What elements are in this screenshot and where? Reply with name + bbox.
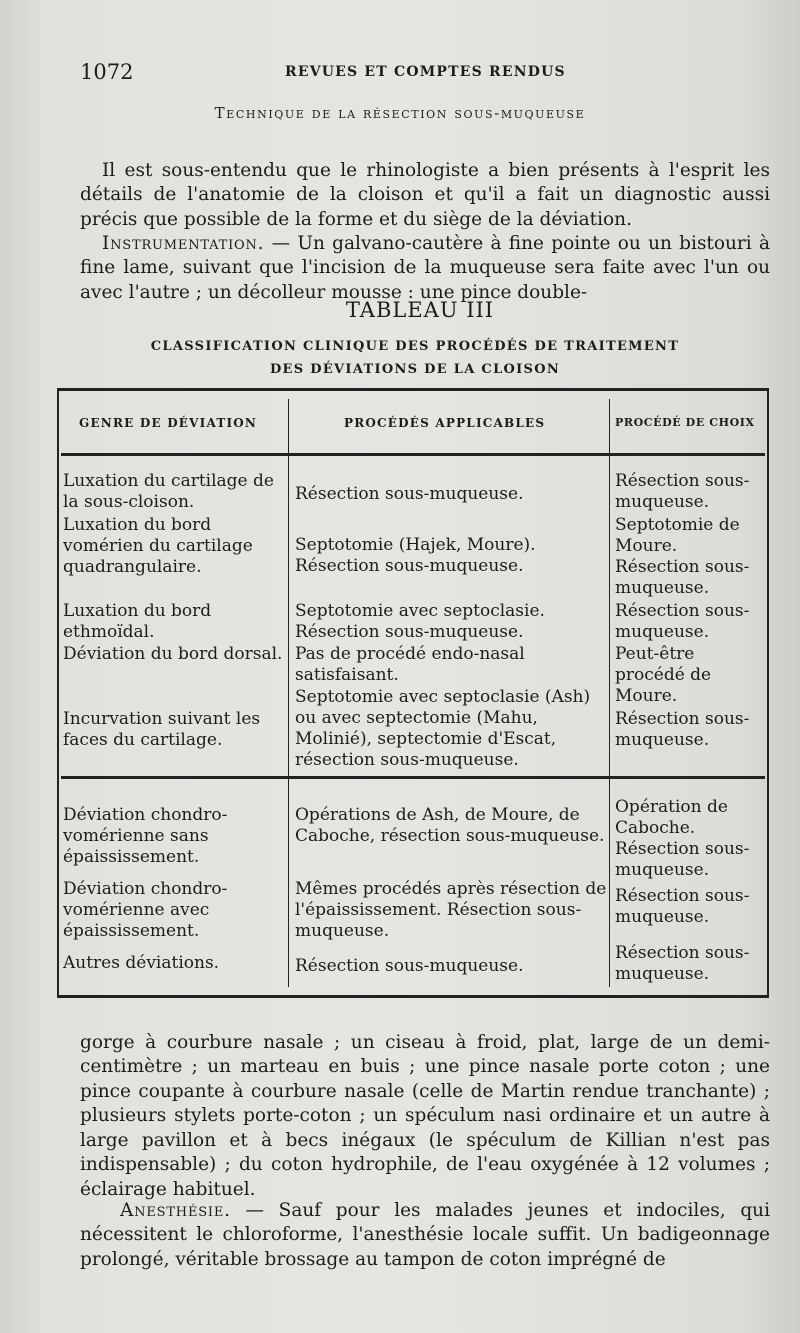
table-cell-genre: Luxation du bord vomérien du cartilage quadrangulaire. — [63, 515, 253, 577]
table-cell-choix: Opération de Caboche. Résection sous-muqueuse. — [615, 797, 750, 880]
table-cell-genre: Incurvation suivant les faces du cartilage. — [63, 709, 261, 750]
table-cell-choix: Peut-être procédé de Moure. — [615, 644, 712, 706]
table-caption-line-2: DES DÉVIATIONS DE LA CLOISON — [269, 362, 561, 377]
table-caption-line-1: CLASSIFICATION CLINIQUE DES PROCÉDÉS DE TRAITEMENT — [150, 339, 680, 354]
header-choix: PROCÉDÉ DE CHOIX — [615, 416, 755, 429]
table-cell-choix: Résection sous-muqueuse. — [615, 943, 750, 984]
table-caption — [140, 335, 690, 381]
table-cell-choix: Résection sous-muqueuse. — [615, 709, 750, 750]
table-cell-genre: Luxation du bord ethmoïdal. — [63, 601, 212, 642]
table-cell-procedes: Mêmes procédés après résection de l'épaississement. Résection sous-muqueuse. — [295, 879, 607, 941]
group-rule — [61, 776, 765, 779]
header-procedes: PROCÉDÉS APPLICABLES — [344, 416, 546, 430]
table-cell-procedes: Pas de procédé endo-nasal satisfaisant. — [295, 644, 525, 685]
page-number: 1072 — [80, 60, 134, 84]
table-cell-procedes: Résection sous-muqueuse. — [295, 956, 524, 976]
paragraph-instruments-continued: gorge à courbure nasale ; un ciseau à froid, plat, large de un demi-centimètre ; un marteau en buis ; une pince nasale porte coton ; une pince coupante à courbure nasale (celle de Martin rendue tranchante) ; plusieurs stylets porte-coton ; un spéculum nasi ordinaire et un autre à large pavillon et à becs inégaux (le spéculum de Killian n'est pas indispensable) ; du coton hydrophile, de l'eau oxygénée à 12 volumes ; éclairage habituel. — [80, 1031, 770, 1200]
table-cell-genre: Déviation chondro-vomérienne sans épaississement. — [63, 805, 228, 867]
section-title: Technique de la résection sous-muqueuse — [214, 104, 586, 122]
table-cell-genre: Luxation du cartilage de la sous-cloison. — [63, 471, 274, 512]
header-genre: GENRE DE DÉVIATION — [79, 416, 258, 430]
table-cell-genre: Autres déviations. — [63, 953, 220, 973]
table-cell-procedes: Résection sous-muqueuse. — [295, 484, 524, 504]
table-cell-choix: Résection sous-muqueuse. — [615, 471, 750, 512]
column-divider — [288, 399, 289, 987]
page-header — [80, 58, 760, 88]
paragraph-intro: Il est sous-entendu que le rhinologiste a bien présents à l'esprit les détails de l'anatomie de la cloison et qu'il a fait un diagnostic aussi précis que possible de la forme et du siège de la déviation. — [80, 159, 770, 230]
paragraph-anesthesie — [80, 1199, 770, 1273]
table-cell-choix: Résection sous-muqueuse. — [615, 886, 750, 927]
header-rule — [61, 453, 765, 456]
table-cell-genre: Déviation chondro-vomérienne avec épaississement. — [63, 879, 228, 941]
table-cell-genre: Déviation du bord dorsal. — [63, 644, 283, 664]
classification-table — [57, 388, 769, 998]
paragraph-instrumentation — [80, 232, 770, 306]
table-cell-procedes: Septotomie (Hajek, Moure). Résection sous-muqueuse. — [295, 535, 536, 576]
table-cell-procedes: Opérations de Ash, de Moure, de Caboche, résection sous-muqueuse. — [295, 805, 605, 846]
anesthesie-lead: Anesthésie. — [120, 1199, 231, 1221]
table-cell-procedes: Septotomie avec septoclasie (Ash) ou avec septectomie (Mahu, Molinié), septectomie d'Escat, résection sous-muqueuse. — [295, 687, 591, 770]
running-head: REVUES ET COMPTES RENDUS — [285, 64, 566, 80]
column-divider — [609, 399, 610, 987]
table-title: TABLEAU III — [345, 298, 495, 322]
table-cell-choix: Résection sous-muqueuse. — [615, 601, 750, 642]
instrumentation-lead: Instrumentation. — [102, 232, 265, 254]
table-cell-procedes: Septotomie avec septoclasie. Résection sous-muqueuse. — [295, 601, 545, 642]
instrumentation-text: — Un galvano-cautère à fine pointe ou un bistouri à fine lame, suivant que l'incision de la muqueuse sera faite avec l'un ou avec l'autre ; un décolleur mousse : une pince double- — [80, 232, 770, 303]
table-cell-choix: Septotomie de Moure. Résection sous-muqueuse. — [615, 515, 750, 598]
anesthesie-text: — Sauf pour les malades jeunes et indociles, qui nécessitent le chloroforme, l'anesthésie locale suffit. Un badigeonnage prolongé, véritable brossage au tampon de coton imprégné de — [80, 1199, 770, 1270]
